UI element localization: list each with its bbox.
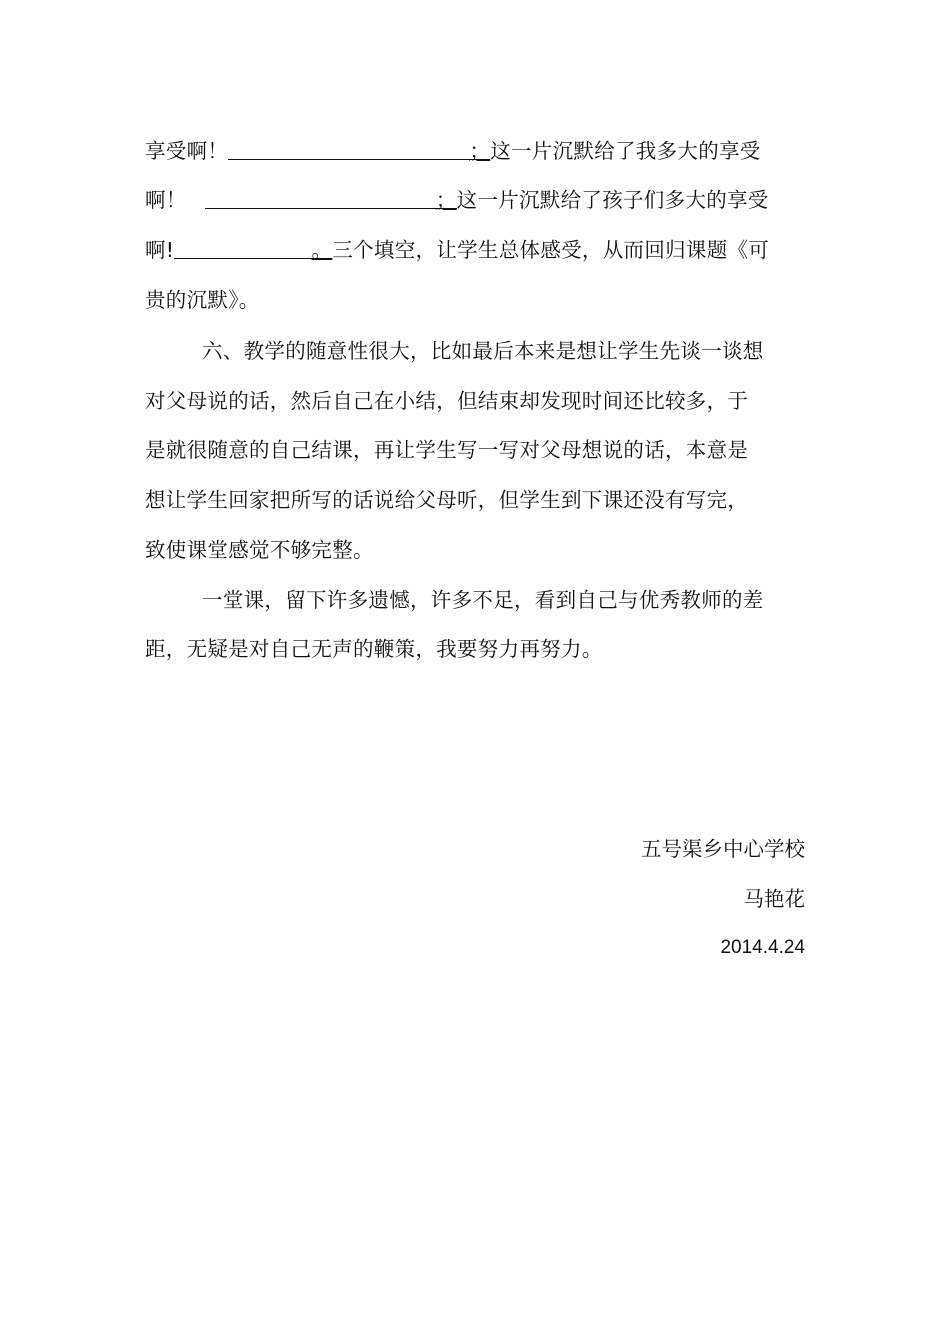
fill-line-4: 贵的沉默》。: [145, 288, 260, 312]
fill-blank-3: [174, 236, 333, 262]
para-six-line-3: 是就很随意的自己结课，再让学生写一写对父母想说的话，本意是: [145, 438, 749, 462]
fill-blank-3-period: 。: [311, 238, 333, 262]
closing-line-2: 距，无疑是对自己无声的鞭策，我要努力再努力。: [145, 637, 603, 661]
fill-line-1-start: 享受啊！: [145, 139, 229, 163]
fill-line-1-end: 这一片沉默给了我多大的享受: [490, 139, 761, 163]
fill-line-2: [145, 186, 769, 214]
fill-line-1: [145, 137, 761, 165]
signature-date: 2014.4.24: [720, 937, 805, 958]
para-six-line-4: 想让学生回家把所写的话说给父母听，但学生到下课还没有写完，: [145, 488, 749, 512]
fill-line-3-start: 啊!: [145, 238, 175, 262]
para-six-line-1: 六、教学的随意性很大，比如最后本来是想让学生先谈一谈想: [202, 339, 764, 363]
signature-author: 马艳花: [743, 887, 805, 911]
para-six-line-5: 致使课堂感觉不够完整。: [145, 538, 374, 562]
closing-line-1: 一堂课，留下许多遗憾，许多不足，看到自己与优秀教师的差: [202, 588, 764, 612]
fill-line-2-end: 这一片沉默给了孩子们多大的享受: [456, 188, 769, 212]
fill-line-3: [145, 236, 769, 264]
fill-blank-2: [205, 186, 457, 212]
fill-blank-2-semicolon: ；: [435, 188, 457, 212]
fill-blank-1: [228, 137, 491, 163]
fill-line-2-start: 啊！: [145, 188, 187, 212]
fill-blank-1-semicolon: ；: [469, 139, 491, 163]
para-six-line-2: 对父母说的话，然后自己在小结，但结束却发现时间还比较多，于: [145, 389, 749, 413]
signature-school: 五号渠乡中心学校: [641, 837, 805, 861]
fill-line-3-end: 三个填空，让学生总体感受，从而回归课题《可: [332, 238, 770, 262]
